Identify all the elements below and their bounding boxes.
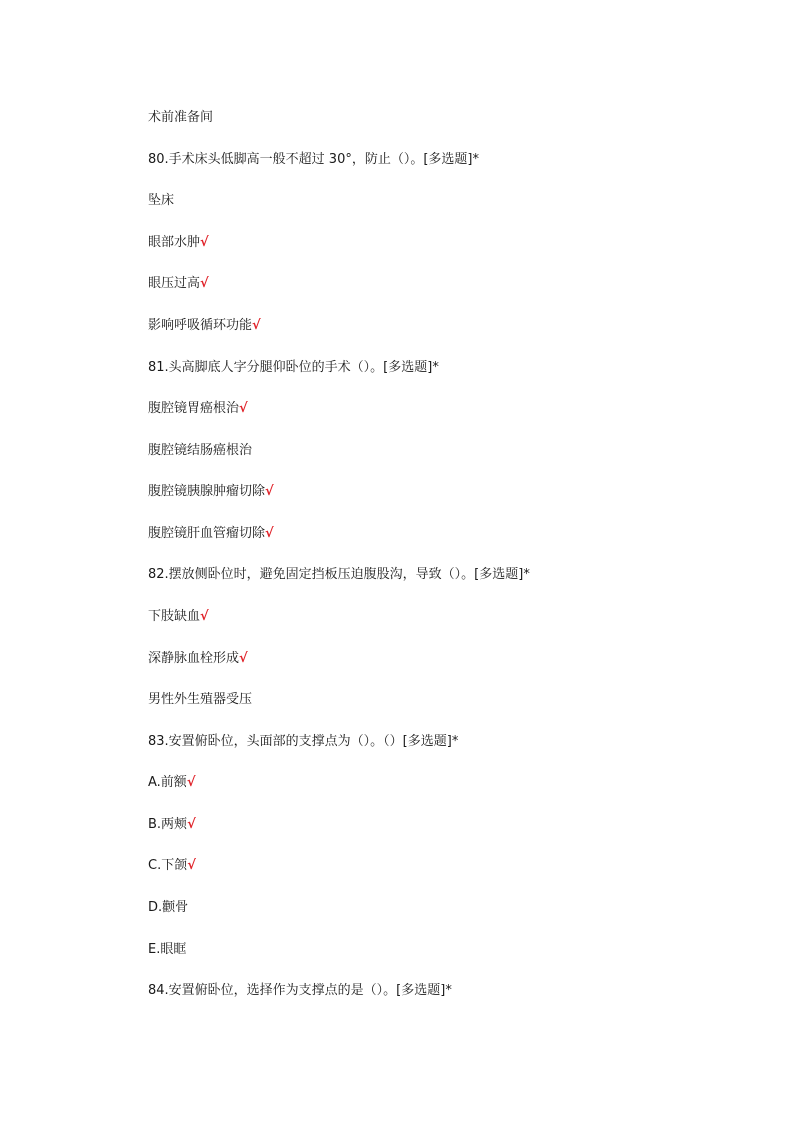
answer-option [148,234,209,252]
option-text: 男性外生殖器受压 [148,692,253,707]
option-text: 眼压过高 [148,276,201,291]
question-text: 80.手术床头低脚高一般不超过 30°，防止（）。[多选题]* [148,152,479,167]
answer-option [148,941,186,959]
question-text: 81.头高脚底人字分腿仰卧位的手术（）。[多选题]* [148,360,439,375]
option-text: 深静脉血栓形成 [148,651,240,666]
option-text: B.两颊 [148,817,188,832]
check-mark-icon: √ [187,858,196,873]
answer-option [148,400,248,418]
answer-option [148,899,188,917]
answer-option [148,442,252,460]
answer-option [148,525,274,543]
option-text: 腹腔镜肝血管瘤切除 [148,526,266,541]
option-text: 腹腔镜胃癌根治 [148,401,240,416]
answer-option [148,608,209,626]
question-82 [148,566,530,584]
question-text: 84.安置俯卧位，选择作为支撑点的是（）。[多选题]* [148,983,452,998]
option-text: 腹腔镜胰腺肿瘤切除 [148,484,266,499]
answer-option [148,192,174,210]
check-mark-icon: √ [239,401,248,416]
question-80 [148,151,479,169]
question-84 [148,982,452,1000]
check-mark-icon: √ [200,276,209,291]
option-text: D.颧骨 [148,900,189,915]
option-text: 腹腔镜结肠癌根治 [148,443,253,458]
question-81 [148,359,439,377]
check-mark-icon: √ [187,817,196,832]
option-text: E.眼眶 [148,942,187,957]
option-text: 下肢缺血 [148,609,201,624]
question-text: 82.摆放侧卧位时，避免固定挡板压迫腹股沟，导致（）。[多选题]* [148,567,530,582]
option-text: A.前额 [148,775,187,790]
check-mark-icon: √ [252,318,261,333]
option-text: 坠床 [148,193,175,208]
option-text: 眼部水肿 [148,235,201,250]
question-83 [148,733,458,751]
answer-option [148,691,252,709]
answer-option [148,816,196,834]
check-mark-icon: √ [200,609,209,624]
check-mark-icon: √ [265,526,274,541]
answer-option [148,774,195,792]
option-text: C.下颌 [148,858,188,873]
answer-option [148,275,209,293]
answer-option [148,650,248,668]
check-mark-icon: √ [265,484,274,499]
text-line [148,109,213,127]
answer-option [148,317,261,335]
check-mark-icon: √ [186,775,196,790]
line-text: 术前准备间 [148,110,214,125]
answer-option [148,483,274,501]
answer-option [148,857,196,875]
check-mark-icon: √ [200,235,209,250]
check-mark-icon: √ [239,651,248,666]
question-text: 83.安置俯卧位，头面部的支撑点为（）。（）[多选题]* [148,734,459,749]
option-text: 影响呼吸循环功能 [148,318,253,333]
